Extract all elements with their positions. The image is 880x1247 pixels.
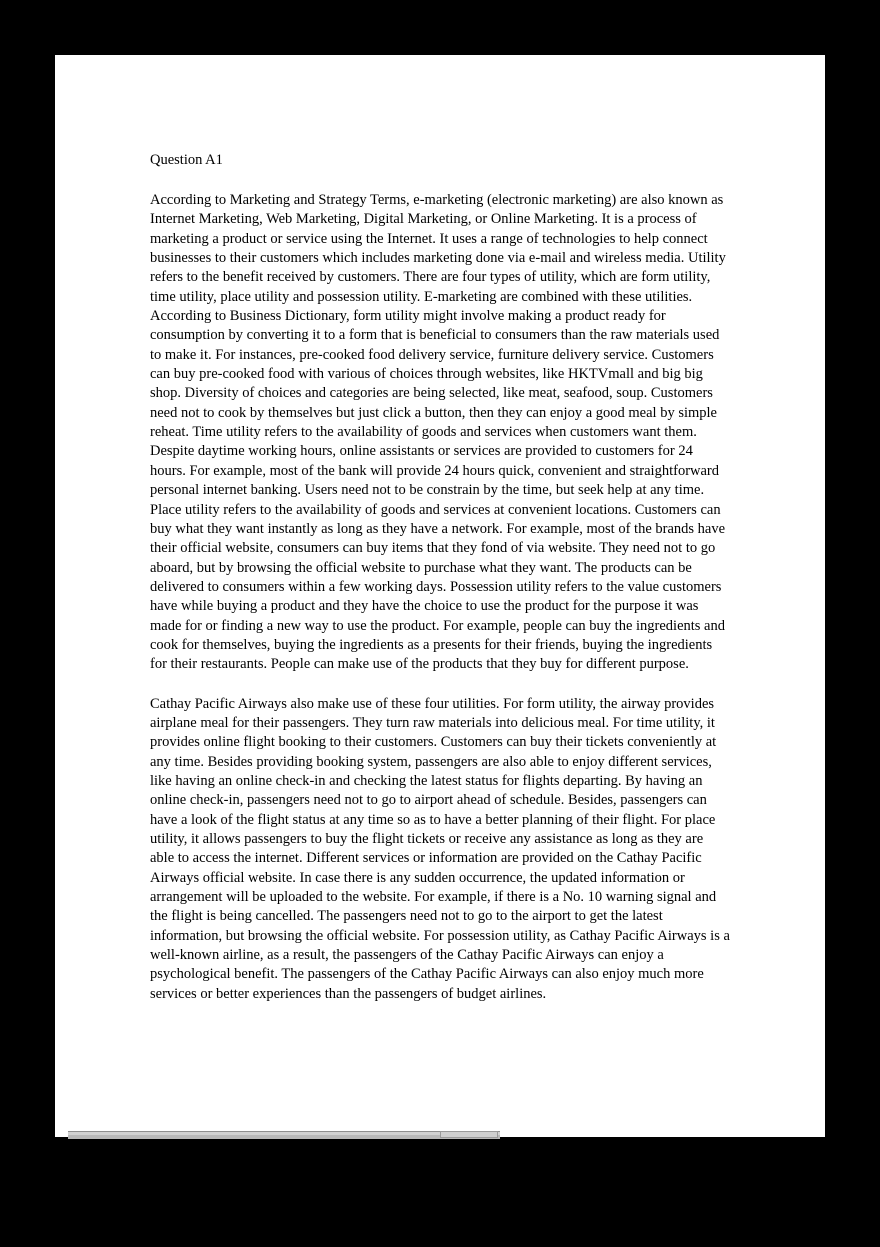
page-title: Question A1 <box>150 152 223 168</box>
horizontal-scrollbar[interactable] <box>68 1131 500 1139</box>
body-paragraph-2: Cathay Pacific Airways also make use of these four utilities. For form utility, the airway provides airplane meal for their passengers. They turn raw materials into delicious meal. For time utility, it provides online flight booking to their customers. Customers can buy their tickets conveniently at any time. Besides providing booking system, passengers are also able to enjoy different services, like having an online check-in and checking the latest status for flights departing. By having an online check-in, passengers need not to go to airport ahead of schedule. Besides, passengers can have a look of the flight status at any time so as to have a better planning of their flight. For place utility, it allows passengers to buy the flight tickets or receive any assistance as long as they are able to access the internet. Different services or information are provided on the Cathay Pacific Airways official website. In case there is any sudden occurrence, the updated information or arrangement will be uploaded to the website. For example, if there is a No. 10 warning signal and the flight is being cancelled. The passengers need not to go to the airport to get the latest information, but browsing the official website. For possession utility, as Cathay Pacific Airways is a well-known airline, as a result, the passengers of the Cathay Pacific Airways can enjoy a psychological benefit. The passengers of the Cathay Pacific Airways can also enjoy much more services or better experiences than the passengers of budget airlines. <box>150 695 730 1002</box>
body-paragraph-1: According to Marketing and Strategy Terms, e-marketing (electronic marketing) are also known as Internet Marketing, Web Marketing, Digital Marketing, or Online Marketing. It is a process of marketing a product or service using the Internet. It uses a range of technologies to help connect businesses to their customers which includes marketing done via e-mail and wireless media. Utility refers to the benefit received by customers. There are four types of utility, which are form utility, time utility, place utility and possession utility. E-marketing are combined with these utilities. According to Business Dictionary, form utility might involve making a product ready for consumption by converting it to a form that is beneficial to consumers than the raw materials used to make it. For instances, pre-cooked food delivery service, furniture delivery service. Customers can buy pre-cooked food with various of choices through websites, like HKTVmall and big big shop. Diversity of choices and categories are being selected, like meat, seafood, soup. Customers need not to cook by themselves but just click a button, then they can enjoy a good meal by simple reheat. Time utility refers to the availability of goods and services when customers want them. Despite daytime working hours, online assistants or services are provided to customers for 24 hours. For example, most of the bank will provide 24 hours quick, convenient and straightforward personal internet banking. Users need not to be constrain by the time, but seek help at any time. Place utility refers to the availability of goods and services at convenient locations. Customers can buy what they want instantly as long as they have a network. For example, most of the brands have their official website, consumers can buy items that they fond of via website. They need not to go aboard, but by browsing the official website to purchase what they want. The products can be delivered to consumers within a few working days. Possession utility refers to the value customers have while buying a product and they have the choice to use the product for the purpose it was made for or finding a new way to use the product. For example, people can buy the ingredients and cook for themselves, buying the ingredients as a presents for their friends, buying the ingredients for their restaurants. People can make use of the products that they buy for different purpose. <box>150 192 726 673</box>
scrollbar-thumb[interactable] <box>68 1132 500 1135</box>
status-badge <box>440 1131 498 1138</box>
document-page <box>55 55 825 1137</box>
page-content <box>150 150 730 1004</box>
